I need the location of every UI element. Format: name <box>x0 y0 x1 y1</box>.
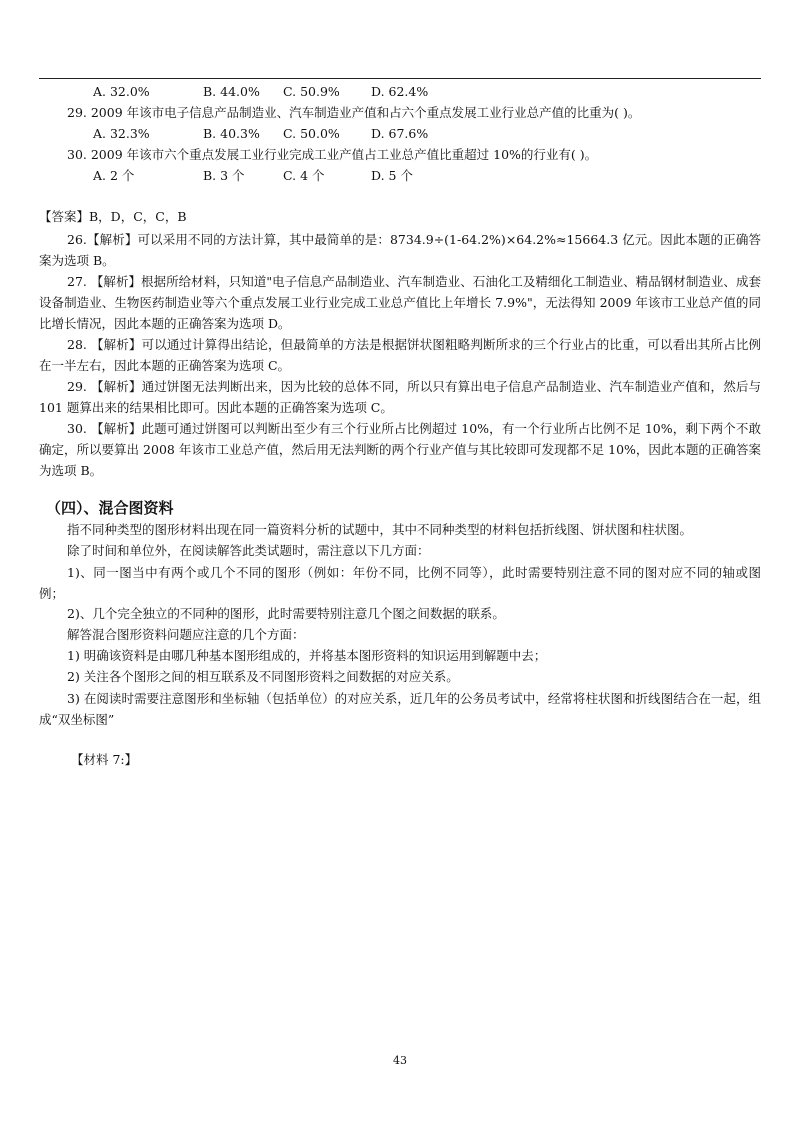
section-heading: （四）、混合图资料 <box>46 499 174 517</box>
q30-option-c: C. 4 个 <box>283 168 325 183</box>
q29-option-a: A. 32.3% <box>93 126 150 141</box>
header-rule <box>39 78 761 79</box>
section-line-2: 除了时间和单位外，在阅读解答此类试题时，需注意以下几方面： <box>67 543 430 558</box>
q30-option-d: D. 5 个 <box>371 168 413 183</box>
section-tip-2: 2) 关注各个图形之间的相互联系及不同图形资料之间数据的对应关系。 <box>67 669 459 684</box>
q29-option-c: C. 50.0% <box>283 126 340 141</box>
q28-option-d: D. 62.4% <box>371 84 429 99</box>
section-point-2: 2)、几个完全独立的不同种的图形，此时需要特别注意几个图之间数据的联系。 <box>67 606 505 621</box>
answer-key: 【答案】B，D，C，C，B <box>39 209 187 224</box>
explanation-27: 27. 【解析】根据所给材料，只知道"电子信息产品制造业、汽车制造业、石油化工及精细化工制造业、精品钢材制造业、成套设备制造业、生物医药制造业等六个重点发展工业行业完成工业总产值比上年增长 7.9%"，无法得知 2009 年该市工业总产值的同比增长情况，因此本题的正确答案为选项 D。 <box>39 274 761 331</box>
section-tip-1: 1) 明确该资料是由哪几种基本图形组成的，并将基本图形资料的知识运用到解题中去； <box>67 648 547 663</box>
section-line-3: 解答混合图形资料问题应注意的几个方面： <box>67 627 305 642</box>
q29-text: 29. 2009 年该市电子信息产品制造业、汽车制造业产值和占六个重点发展工业行业总产值的比重为( )。 <box>67 105 641 120</box>
page-number: 43 <box>393 1054 407 1067</box>
explanation-30: 30. 【解析】此题可通过饼图可以判断出至少有三个行业所占比例超过 10%，有一个行业所占比例不足 10%，剩下两个不敢确定，所以要算出 2008 年该市工业总产值，然后用无法判断的两个行业产值与其比较即可发现都不足 10%，因此本题的正确答案为选项 B。 <box>39 421 761 478</box>
explanation-26: 26.【解析】可以采用不同的方法计算，其中最简单的是：8734.9÷(1-64.2%)×64.2%≈15664.3 亿元。因此本题的正确答案为选项 B。 <box>39 232 761 268</box>
section-point-1: 1)、同一图当中有两个或几个不同的图形（例如：年份不同，比例不同等），此时需要特别注意不同的图对应不同的轴或图例； <box>39 565 761 601</box>
explanation-28: 28. 【解析】可以通过计算得出结论，但最简单的方法是根据饼状图粗略判断所求的三个行业占的比重，可以看出其所占比例在一半左右，因此本题的正确答案为选项 C。 <box>39 337 761 373</box>
q28-option-c: C. 50.9% <box>283 84 340 99</box>
material-label: 【材料 7:】 <box>71 752 138 767</box>
section-tip-3: 3) 在阅读时需要注意图形和坐标轴（包括单位）的对应关系，近几年的公务员考试中，经常将柱状图和折线图结合在一起，组成“双坐标图” <box>39 691 761 727</box>
q28-option-a: A. 32.0% <box>93 84 150 99</box>
explanation-29: 29. 【解析】通过饼图无法判断出来，因为比较的总体不同，所以只有算出电子信息产品制造业、汽车制造业产值和，然后与 101 题算出来的结果相比即可。因此本题的正确答案为选项 C。 <box>39 379 761 415</box>
q29-option-b: B. 40.3% <box>203 126 260 141</box>
q28-option-b: B. 44.0% <box>203 84 260 99</box>
q30-text: 30. 2009 年该市六个重点发展工业行业完成工业产值占工业总产值比重超过 10%的行业有( )。 <box>67 147 598 162</box>
q30-option-b: B. 3 个 <box>203 168 245 183</box>
section-intro: 指不同种类型的图形材料出现在同一篇资料分析的试题中，其中不同种类型的材料包括折线图、饼状图和柱状图。 <box>67 522 693 537</box>
q29-option-d: D. 67.6% <box>371 126 429 141</box>
q30-option-a: A. 2 个 <box>93 168 135 183</box>
